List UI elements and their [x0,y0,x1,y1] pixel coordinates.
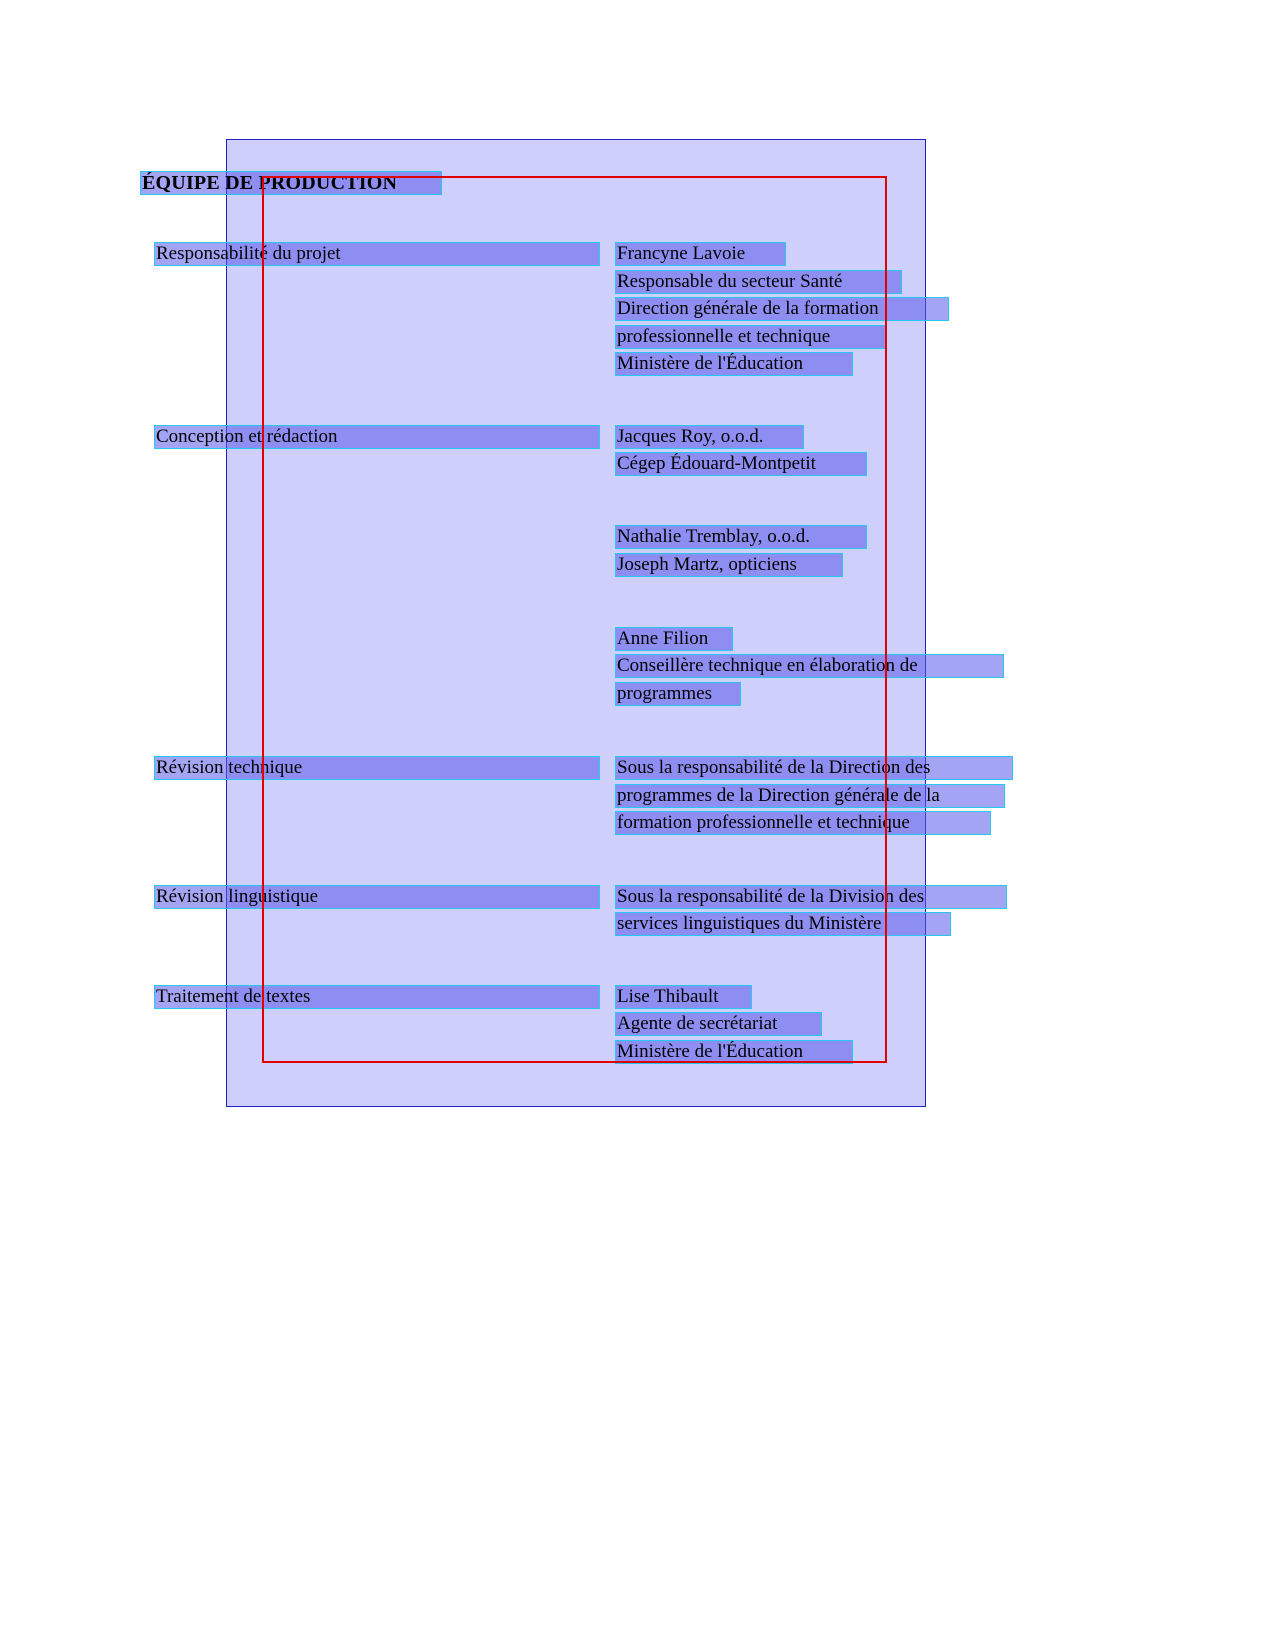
field-value: Lise Thibault [616,986,751,1008]
field-value: Cégep Édouard-Montpetit [616,453,866,475]
field-value: Sous la responsabilité de la Direction des [616,757,1012,779]
field-value: services linguistiques du Ministère [616,913,950,935]
field-value: professionnelle et technique [616,326,885,348]
field-value: Agente de secrétariat [616,1013,821,1035]
field-value: Anne Filion [616,628,732,650]
field-value: programmes [616,683,740,705]
field-value: Francyne Lavoie [616,243,785,265]
selection-rectangle[interactable] [262,176,887,1063]
field-value: Direction générale de la formation [616,298,948,320]
field-value: Conseillère technique en élaboration de [616,655,1003,677]
field-value: Ministère de l'Éducation [616,353,852,375]
field-label-traitement-de-textes: Traitement de textes [155,986,599,1008]
page-title: ÉQUIPE DE PRODUCTION [141,172,441,194]
field-value: programmes de la Direction générale de la [616,785,1004,807]
field-label-revision-technique: Révision technique [155,757,599,779]
field-label-conception-et-redaction: Conception et rédaction [155,426,599,448]
field-label-responsabilite-du-projet: Responsabilité du projet [155,243,599,265]
field-value: Sous la responsabilité de la Division des [616,886,1006,908]
field-value: Nathalie Tremblay, o.o.d. [616,526,866,548]
field-label-revision-linguistique: Révision linguistique [155,886,599,908]
field-value: Joseph Martz, opticiens [616,554,842,576]
field-value: Responsable du secteur Santé [616,271,901,293]
field-value: Jacques Roy, o.o.d. [616,426,803,448]
field-value: Ministère de l'Éducation [616,1041,852,1063]
field-value: formation professionnelle et technique [616,812,990,834]
